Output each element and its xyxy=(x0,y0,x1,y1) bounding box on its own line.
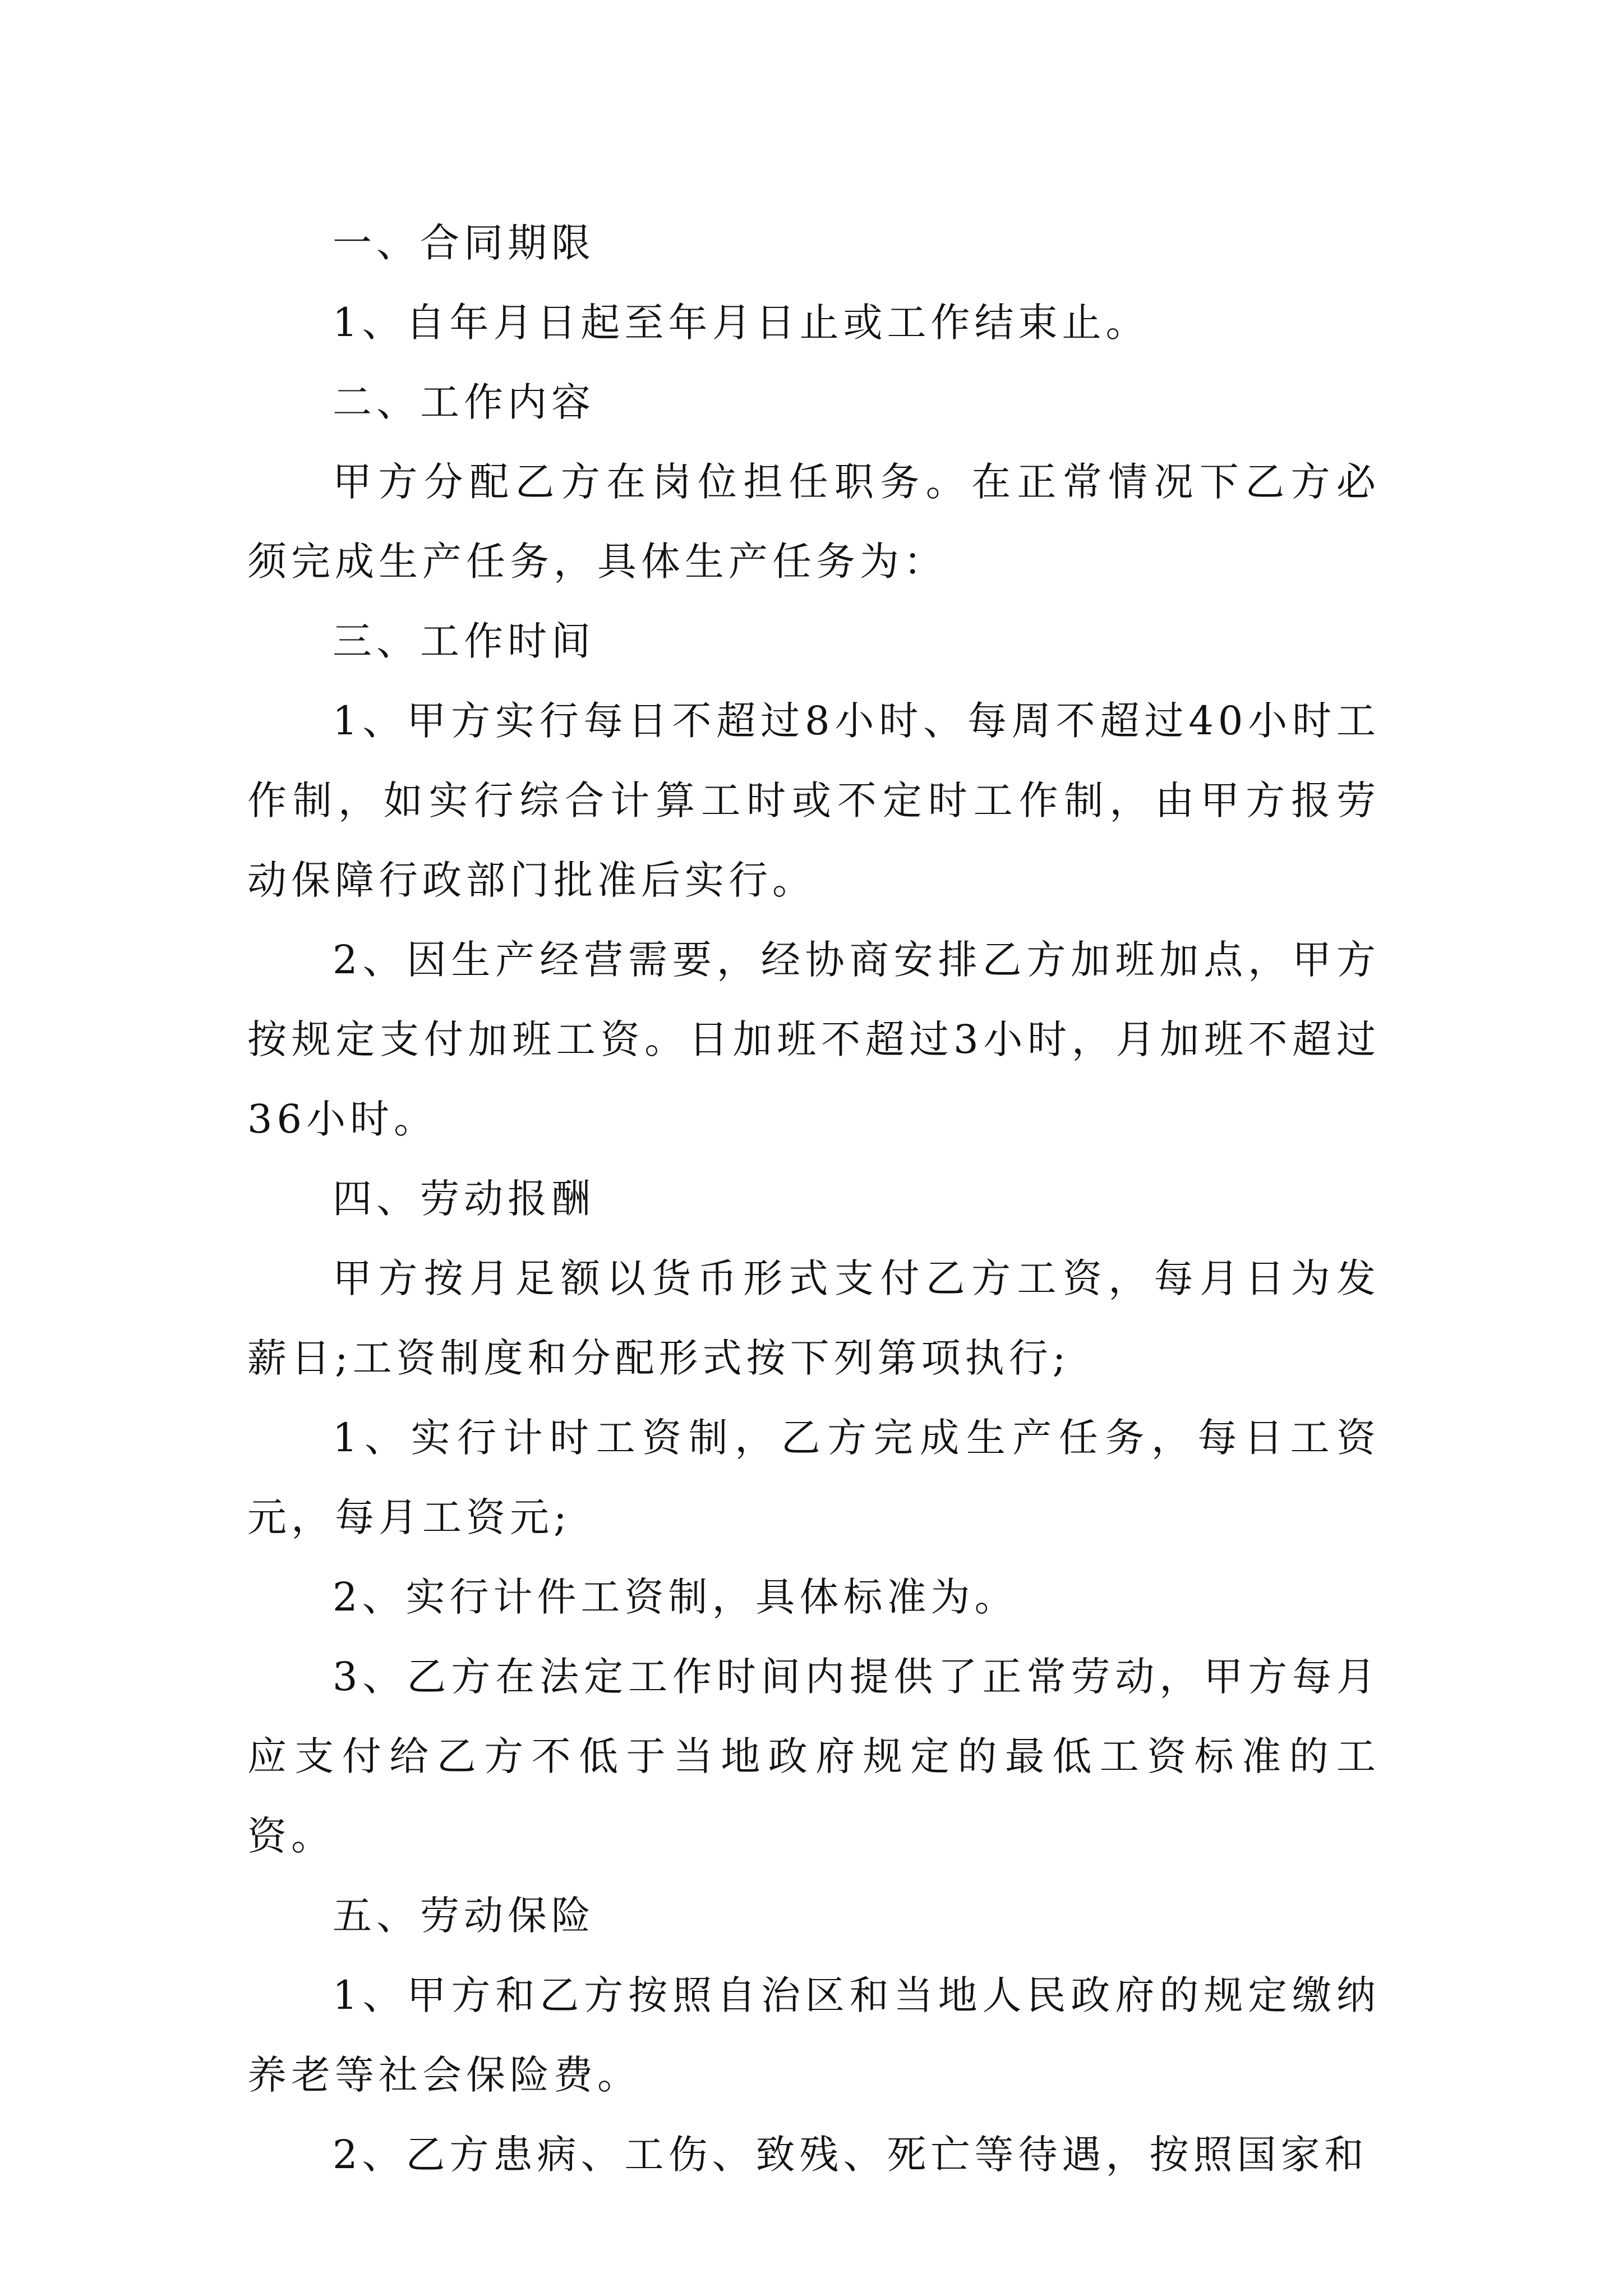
section-heading-work-time: 三、工作时间 xyxy=(333,618,595,664)
paragraph: 2、实行计件工资制，具体标准为。 xyxy=(333,1574,1018,1620)
paragraph: 1、甲方和乙方按照自治区和当地人民政府的规定缴纳养老等社会保险费。 xyxy=(247,1972,1380,2098)
paragraph: 3、乙方在法定工作时间内提供了正常劳动，甲方每月应支付给乙方不低于当地政府规定的最低工资标准的工资。 xyxy=(247,1654,1380,1859)
section-heading-labor-insurance: 五、劳动保险 xyxy=(333,1893,595,1939)
section-heading-work-content: 二、工作内容 xyxy=(333,379,595,425)
paragraph: 甲方按月足额以货币形式支付乙方工资，每月日为发薪日;工资制度和分配形式按下列第项执行; xyxy=(247,1255,1380,1381)
contract-body xyxy=(247,203,1380,2194)
paragraph: 1、甲方实行每日不超过8小时、每周不超过40小时工作制，如实行综合计算工时或不定时工作制，由甲方报劳动保障行政部门批准后实行。 xyxy=(247,698,1380,903)
section-heading-contract-term: 一、合同期限 xyxy=(333,220,595,266)
paragraph: 2、因生产经营需要，经协商安排乙方加班加点，甲方按规定支付加班工资。日加班不超过3小时，月加班不超过36小时。 xyxy=(247,937,1380,1142)
paragraph: 1、自年月日起至年月日止或工作结束止。 xyxy=(333,300,1150,346)
paragraph: 甲方分配乙方在岗位担任职务。在正常情况下乙方必须完成生产任务，具体生产任务为： xyxy=(247,459,1380,585)
paragraph: 1、实行计时工资制，乙方完成生产任务，每日工资元，每月工资元; xyxy=(247,1415,1380,1540)
section-heading-remuneration: 四、劳动报酬 xyxy=(333,1176,595,1222)
paragraph: 2、乙方患病、工伤、致残、死亡等待遇，按照国家和 xyxy=(333,2132,1368,2178)
